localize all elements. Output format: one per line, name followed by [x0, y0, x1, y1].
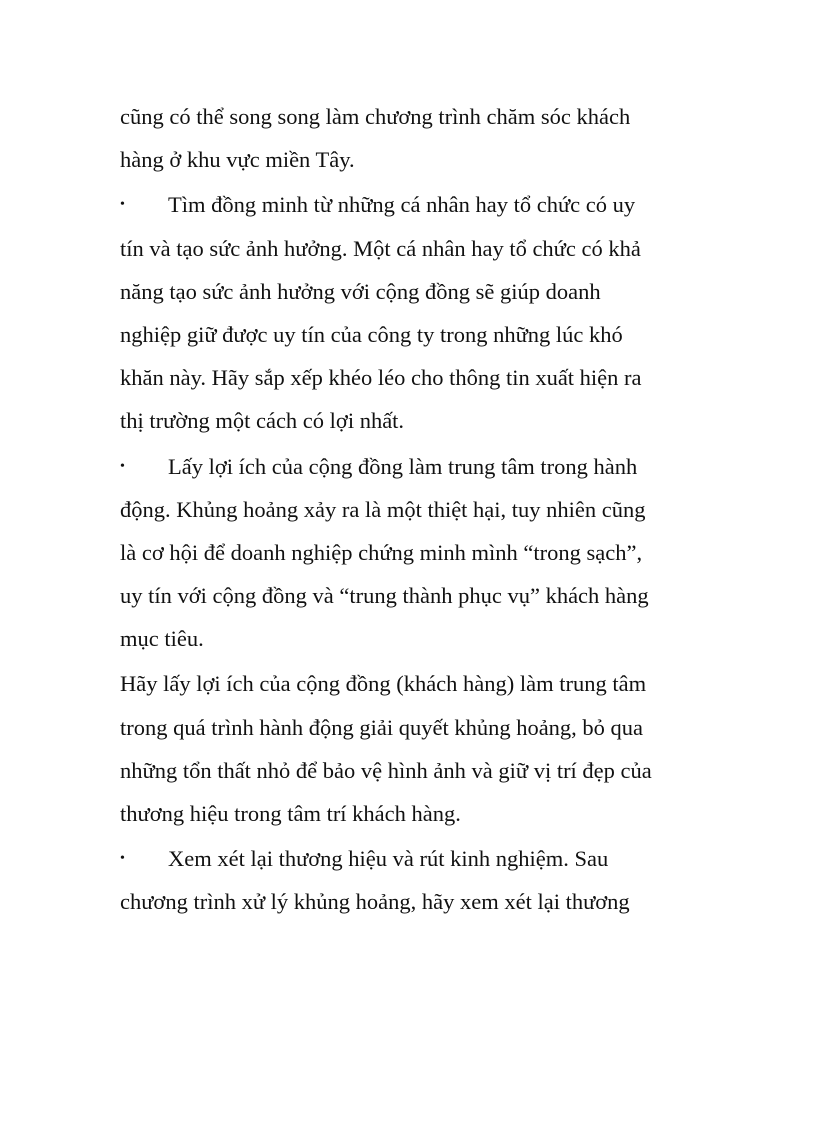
text-line: uy tín với cộng đồng và “trung thành phục vụ” khách hàng: [120, 583, 649, 609]
document-body: [120, 95, 720, 924]
text-line: những tổn thất nhỏ để bảo vệ hình ảnh và giữ vị trí đẹp của: [120, 757, 652, 783]
text-line: năng tạo sức ảnh hưởng với cộng đồng sẽ giúp doanh: [120, 278, 601, 304]
bullet-marker: •: [120, 851, 125, 867]
text-line: động. Khủng hoảng xảy ra là một thiệt hại, tuy nhiên cũng: [120, 496, 646, 522]
text-line: chương trình xử lý khủng hoảng, hãy xem xét lại thương: [120, 889, 630, 915]
text-line: tín và tạo sức ảnh hưởng. Một cá nhân hay tổ chức có khả: [120, 235, 641, 261]
text-line: Tìm đồng minh từ những cá nhân hay tổ chức có uy: [168, 192, 636, 218]
text-line: Lấy lợi ích của cộng đồng làm trung tâm trong hành: [168, 453, 638, 479]
paragraph-continuation: [120, 95, 720, 181]
bullet-item-community-interest: [120, 445, 720, 661]
paragraph-summary: [120, 662, 720, 835]
text-line: khăn này. Hãy sắp xếp khéo léo cho thông tin xuất hiện ra: [120, 365, 642, 391]
text-line: mục tiêu.: [120, 626, 204, 652]
text-line: trong quá trình hành động giải quyết khủng hoảng, bỏ qua: [120, 714, 644, 740]
bullet-item-review-brand: [120, 837, 720, 923]
bullet-marker: •: [120, 458, 125, 474]
text-line: hàng ở khu vực miền Tây.: [120, 147, 355, 173]
text-line: cũng có thể song song làm chương trình chăm sóc khách: [120, 104, 631, 129]
text-line: thương hiệu trong tâm trí khách hàng.: [120, 801, 461, 826]
text-line: là cơ hội để doanh nghiệp chứng minh mình “trong sạch”,: [120, 539, 643, 565]
text-line: Xem xét lại thương hiệu và rút kinh nghiệm. Sau: [168, 846, 609, 872]
text-line: thị trường một cách có lợi nhất.: [120, 408, 405, 434]
bullet-marker: •: [120, 197, 125, 213]
text-line: nghiệp giữ được uy tín của công ty trong những lúc khó: [120, 321, 623, 347]
bullet-item-allies: [120, 183, 720, 442]
text-line: Hãy lấy lợi ích của cộng đồng (khách hàng) làm trung tâm: [120, 671, 647, 697]
